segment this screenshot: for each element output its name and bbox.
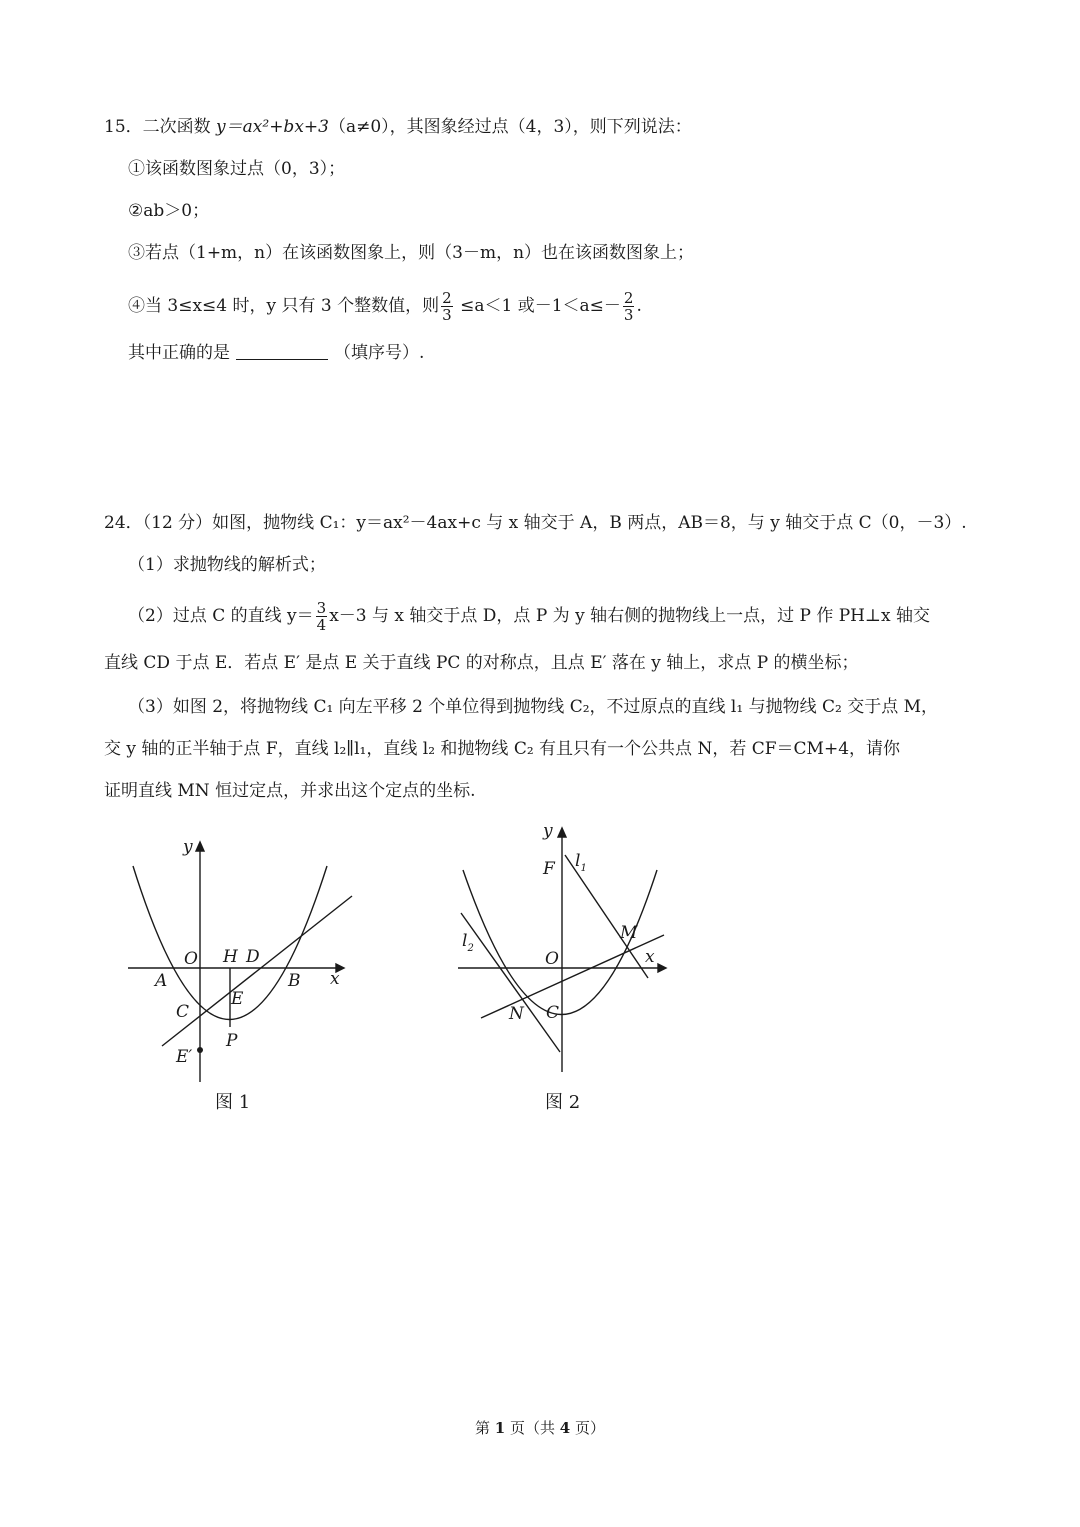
fig2-line-l1 bbox=[565, 855, 648, 978]
q24-part-3-line-1: （3）如图 2，将抛物线 C₁ 向左平移 2 个单位得到抛物线 C₂，不过原点的直线 l₁ 与抛物线 C₂ 交于点 M， bbox=[128, 697, 939, 717]
fig2-label-o: O bbox=[545, 949, 559, 969]
q24-part-3-line-3: 证明直线 MN 恒过定点，并求出这个定点的坐标. bbox=[104, 781, 476, 801]
q24-head: 24．（12 分）如图，抛物线 C₁：y＝ax²－4ax+c 与 x 轴交于 A，B 两点，AB＝8，与 y 轴交于点 C（0，－3）. bbox=[104, 513, 967, 533]
fig2-label-y: y bbox=[543, 821, 553, 841]
fig2-x-arrow bbox=[658, 964, 666, 972]
fig2-label-x: x bbox=[645, 947, 655, 967]
q15-stem: 15．二次函数 y＝ax²+bx+3（a≠0），其图象经过点（4，3），则下列说法： bbox=[104, 117, 692, 137]
q15-statement-1: ①该函数图象过点（0，3）； bbox=[128, 159, 346, 179]
current-page: 1 bbox=[494, 1419, 506, 1437]
q15-statement-2: ②ab＞0； bbox=[128, 201, 210, 221]
q24-part-2-line-2: 直线 CD 于点 E．若点 E′ 是点 E 关于直线 PC 的对称点，且点 E′ 落在 y 轴上，求点 P 的横坐标； bbox=[104, 653, 859, 673]
fig1-label-o: O bbox=[184, 949, 198, 969]
fig2-label-f: F bbox=[543, 859, 555, 879]
fig1-label-a: A bbox=[155, 971, 168, 991]
fig1-label-c: C bbox=[176, 1002, 190, 1022]
figure-2-caption: 图 2 bbox=[545, 1092, 581, 1113]
fig1-label-y: y bbox=[183, 837, 193, 857]
fig1-label-p: P bbox=[226, 1031, 238, 1051]
page-footer: 第 1 页（共 4 页） bbox=[475, 1419, 605, 1437]
fig1-label-e: E bbox=[231, 989, 244, 1009]
q15-function: y＝ax²+bx+3 bbox=[216, 117, 329, 137]
fig2-label-n: N bbox=[509, 1004, 524, 1024]
q15-number: 15． bbox=[104, 117, 143, 137]
fig2-label-l1: $l_1$ bbox=[575, 851, 587, 874]
q15-ask: 其中正确的是 （填序号）. bbox=[128, 343, 425, 363]
fig1-label-e-prime: E′ bbox=[176, 1047, 193, 1067]
q24-part-1: （1）求抛物线的解析式； bbox=[128, 555, 326, 575]
fig2-label-c: C bbox=[546, 1003, 560, 1023]
total-pages: 4 bbox=[559, 1419, 571, 1437]
q24-number: 24． bbox=[104, 513, 143, 533]
fig1-label-h: H bbox=[223, 947, 238, 967]
fraction-three-quarters: $\frac{3}{4}$ bbox=[316, 599, 327, 634]
q15-statement-4: ④当 3≤x≤4 时，y 只有 3 个整数值，则 $\frac{2}{3}$ ≤a＜1 或－1＜a≤－ $\frac{2}{3}$ . bbox=[128, 289, 642, 324]
fig1-label-x: x bbox=[330, 969, 340, 989]
figure-1-caption: 图 1 bbox=[215, 1092, 251, 1113]
fraction-two-thirds: $\frac{2}{3}$ bbox=[442, 289, 452, 324]
q24-part-2-line-1: （2）过点 C 的直线 y＝ $\frac{3}{4}$ x－3 与 x 轴交于点 D，点 P 为 y 轴右侧的抛物线上一点，过 P 作 PH⊥x 轴交 bbox=[128, 599, 930, 634]
fig2-label-l2: $l_2$ bbox=[462, 931, 474, 954]
fig2-label-m: M bbox=[620, 923, 638, 943]
fig1-label-b: B bbox=[288, 971, 301, 991]
fig2-line-l2 bbox=[461, 913, 560, 1052]
fig1-label-d: D bbox=[246, 947, 260, 967]
fig2-y-arrow bbox=[558, 828, 566, 837]
q15-statement-3: ③若点（1+m，n）在该函数图象上，则（3－m，n）也在该函数图象上； bbox=[128, 243, 695, 263]
fraction-two-thirds-neg: $\frac{2}{3}$ bbox=[623, 289, 634, 324]
q24-part-3-line-2: 交 y 轴的正半轴于点 F，直线 l₂∥l₁，直线 l₂ 和抛物线 C₂ 有且只有一个公共点 N，若 CF＝CM+4，请你 bbox=[104, 739, 901, 759]
